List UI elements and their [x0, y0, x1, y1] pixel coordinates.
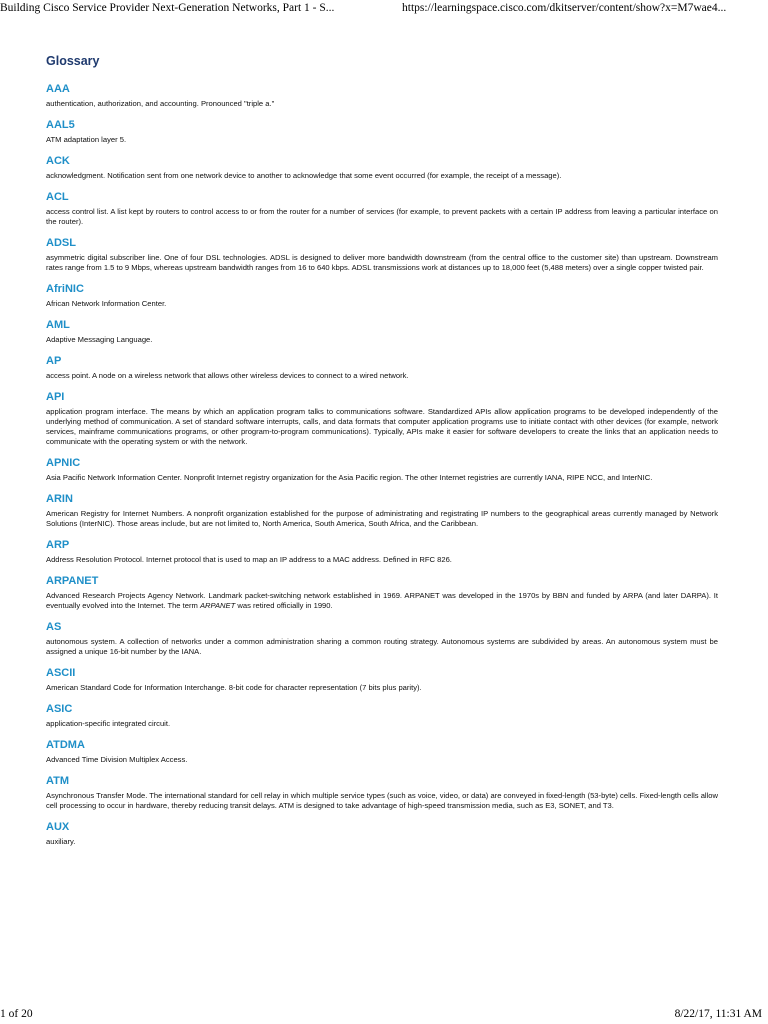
- glossary-entry-arpanet: [46, 574, 718, 611]
- glossary-entry-atm: [46, 774, 718, 811]
- glossary-entry-ap: [46, 354, 718, 381]
- glossary-definition: American Registry for Internet Numbers. A nonprofit organization established for the purpose of administrating and registrating IP numbers to the geographical areas currently managed by Network Solutions (InterNIC). Those areas include, but are not limited to, North America, South America, South Africa, and the Caribbean.: [46, 509, 718, 528]
- print-datetime: 8/22/17, 11:31 AM: [674, 1008, 762, 1020]
- glossary-entry-arin: [46, 492, 718, 529]
- definition-text: was retired officially in 1990.: [235, 601, 333, 610]
- glossary-definition: African Network Information Center.: [46, 299, 167, 308]
- glossary-term: AfriNIC: [46, 283, 84, 295]
- glossary-definition: Adaptive Messaging Language.: [46, 335, 153, 344]
- glossary-term: ATM: [46, 775, 70, 787]
- print-header: [0, 0, 768, 20]
- glossary-definition: access point. A node on a wireless network that allows other wireless devices to connect to a wired network.: [46, 371, 409, 380]
- glossary-term: AML: [46, 319, 70, 331]
- glossary-term: AUX: [46, 821, 70, 833]
- glossary-entry-ack: [46, 154, 718, 181]
- document-url[interactable]: https://learningspace.cisco.com/dkitserver/content/show?x=M7wae4...: [402, 2, 727, 14]
- glossary-term: APNIC: [46, 457, 81, 469]
- glossary-definition: auxiliary.: [46, 837, 76, 846]
- glossary-term: ACL: [46, 191, 69, 203]
- glossary-term: ADSL: [46, 237, 76, 249]
- document-title: Building Cisco Service Provider Next-Generation Networks, Part 1 - S...: [0, 2, 335, 14]
- glossary-entry-asic: [46, 702, 718, 729]
- glossary-entry-ascii: [46, 666, 718, 693]
- glossary-definition: application program interface. The means by which an application program talks to communications software. Standardized APIs allow application programs to be developed independently of the underlying method of communication. A set of standard software interrupts, calls, and data formats that computer application programs use to initiate contact with other devices (for example, network services, mainframe communications programs, or other program-to-program communications). Typically, APIs make it easier for software developers to create the links that an application needs to communicate with the operating system or with the network.: [46, 407, 718, 446]
- glossary-entry-apnic: [46, 456, 718, 483]
- glossary-term: ARP: [46, 539, 70, 551]
- page-number: 1 of 20: [0, 1008, 33, 1020]
- glossary-entry-aaa: [46, 82, 718, 109]
- glossary-definition: Address Resolution Protocol. Internet protocol that is used to map an IP address to a MAC address. Defined in RFC 826.: [46, 555, 452, 564]
- glossary-term: ASIC: [46, 703, 73, 715]
- glossary-definition: autonomous system. A collection of networks under a common administration sharing a common routing strategy. Autonomous systems are subdivided by areas. An autonomous system must be assigned a unique 16-bit number by the IANA.: [46, 637, 718, 656]
- glossary-term: API: [46, 391, 65, 403]
- glossary-entry-adsl: [46, 236, 718, 273]
- glossary-definition: application-specific integrated circuit.: [46, 719, 171, 728]
- glossary-definition: acknowledgment. Notification sent from one network device to another to acknowledge that some event occurred (for example, the receipt of a message).: [46, 171, 562, 180]
- glossary-term: AP: [46, 355, 62, 367]
- glossary-term: AS: [46, 621, 62, 633]
- glossary-term: AAA: [46, 83, 70, 95]
- glossary-definition: authentication, authorization, and accounting. Pronounced "triple a.": [46, 99, 275, 108]
- glossary-term: AAL5: [46, 119, 75, 131]
- glossary-entry-afrinic: [46, 282, 718, 309]
- glossary-term: ACK: [46, 155, 70, 167]
- glossary-entry-arp: [46, 538, 718, 565]
- glossary-entry-atdma: [46, 738, 718, 765]
- glossary-term: ARPANET: [46, 575, 99, 587]
- glossary-entry-acl: [46, 190, 718, 227]
- glossary-term: ATDMA: [46, 739, 85, 751]
- definition-text: Advanced Research Projects Agency Network. Landmark packet-switching network established in 1969. ARPANET was developed in the 1970s by BBN and funded by ARPA (and later DARPA). It eventually evolved into the Internet. The term: [46, 591, 718, 610]
- glossary-entry-aml: [46, 318, 718, 345]
- glossary-title: Glossary: [46, 54, 100, 68]
- glossary-term: ARIN: [46, 493, 73, 505]
- glossary-definition: Asynchronous Transfer Mode. The international standard for cell relay in which multiple service types (such as voice, video, or data) are conveyed in fixed-length (53-byte) cells. Fixed-length cells allow cell processing to occur in hardware, thereby reducing transit delays. ATM is designed to take advantage of high-speed transmission media, such as E3, SONET, and T3.: [46, 791, 718, 810]
- glossary-definition: American Standard Code for Information Interchange. 8-bit code for character representation (7 bits plus parity).: [46, 683, 422, 692]
- glossary-definition: ATM adaptation layer 5.: [46, 135, 127, 144]
- glossary-term: ASCII: [46, 667, 76, 679]
- glossary-entry-aux: [46, 820, 718, 847]
- glossary-definition: asymmetric digital subscriber line. One of four DSL technologies. ADSL is designed to deliver more bandwidth downstream (from the central office to the customer site) than upstream. Downstream rates range from 1.5 to 9 Mbps, whereas upstream bandwidth ranges from 16 to 640 kbps. ADSL transmissions work at distances up to 18,000 feet (5,488 meters) over a single copper twisted pair.: [46, 253, 718, 272]
- glossary-entry-as: [46, 620, 718, 657]
- glossary-definition: Asia Pacific Network Information Center. Nonprofit Internet registry organization for the Asia Pacific region. The other Internet registries are currently IANA, RIPE NCC, and InterNIC.: [46, 473, 653, 482]
- glossary-entry-api: [46, 390, 718, 447]
- glossary-definition: Advanced Time Division Multiplex Access.: [46, 755, 188, 764]
- definition-emphasis: ARPANET: [199, 601, 236, 610]
- glossary-definition: access control list. A list kept by routers to control access to or from the router for a number of services (for example, to prevent packets with a certain IP address from leaving a particular interface on the router).: [46, 207, 718, 226]
- glossary-content: [46, 52, 718, 856]
- glossary-definition: [46, 591, 718, 611]
- print-footer: [0, 1008, 768, 1024]
- glossary-entry-aal5: [46, 118, 718, 145]
